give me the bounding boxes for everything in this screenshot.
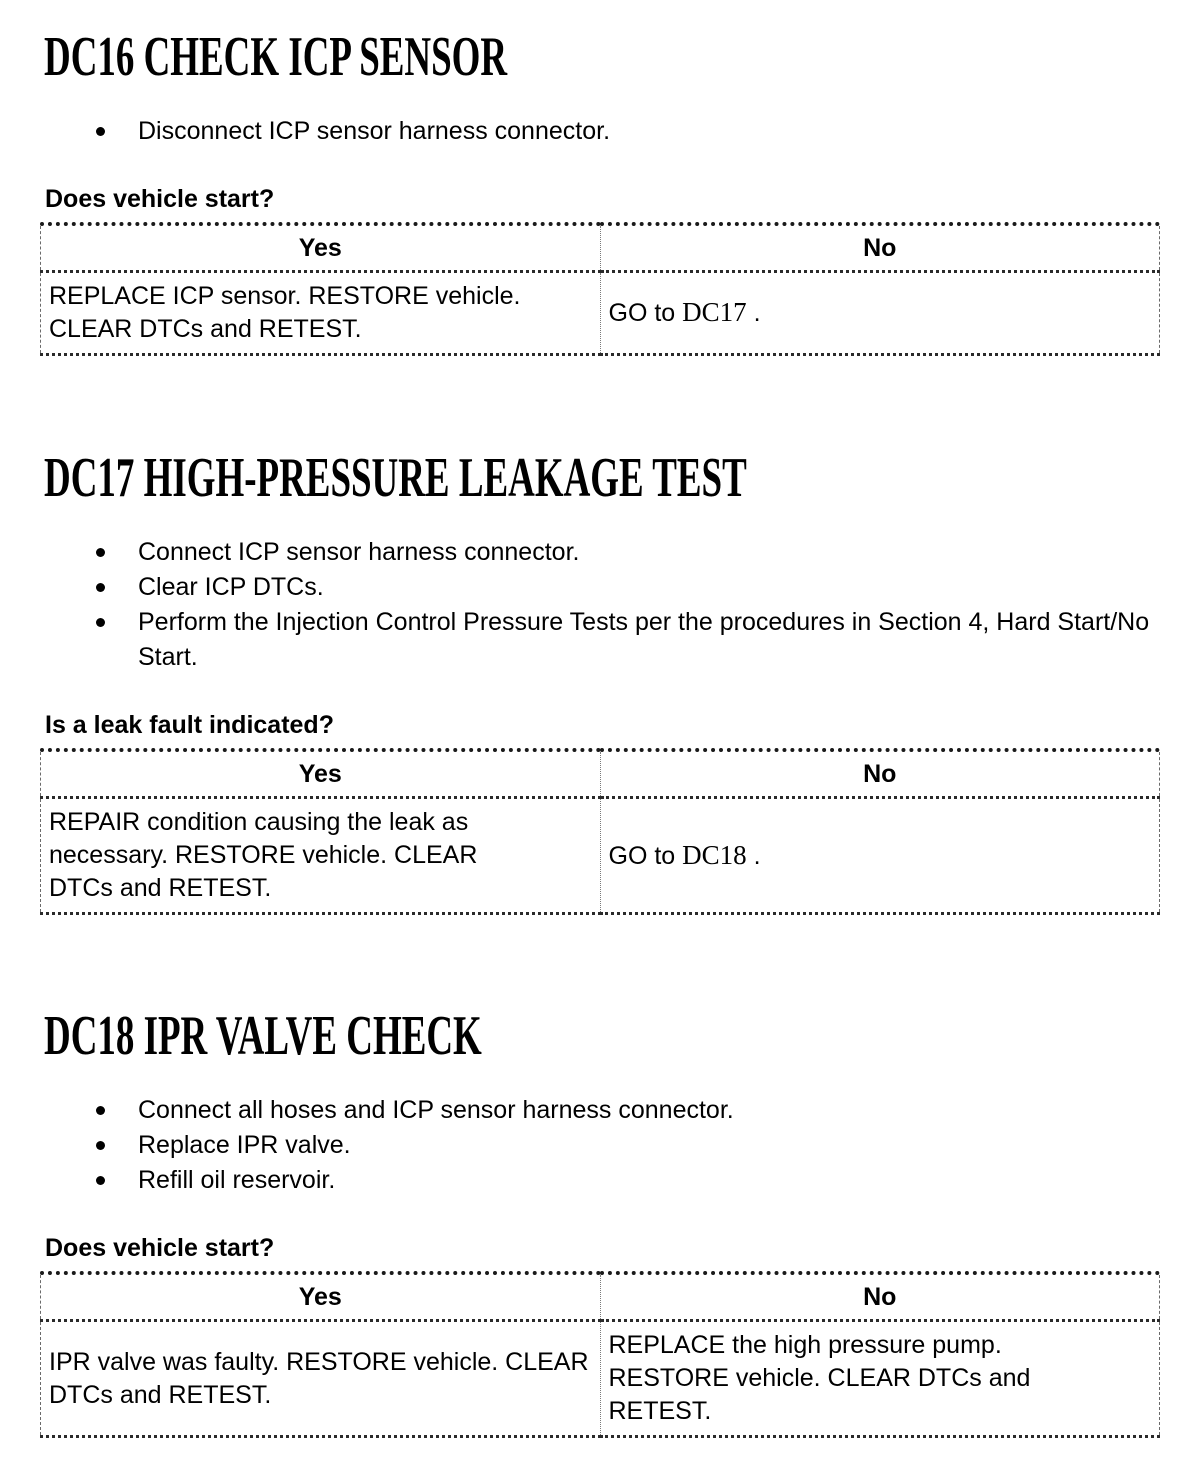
no-cell-text — [609, 839, 1150, 873]
dc17-reference-link[interactable]: DC17 — [682, 297, 747, 327]
table-row — [41, 272, 1160, 355]
no-cell-text: REPLACE the high pressure pump. RESTORE vehicle. CLEAR DTCs and RETEST. — [608, 1331, 1031, 1425]
step-item — [40, 1128, 1160, 1163]
table-header-row — [41, 1273, 1160, 1321]
manual-page — [0, 28, 1200, 1482]
yes-column-header: Yes — [41, 1273, 601, 1321]
decision-table — [40, 748, 1160, 915]
step-item — [40, 535, 1160, 570]
step-item — [40, 570, 1160, 605]
yes-cell-text: IPR valve was faulty. RESTORE vehicle. CLEAR DTCs and RETEST. — [49, 1347, 589, 1409]
section-heading: DC18 IPR VALVE CHECK — [44, 1005, 482, 1067]
no-cell — [600, 1321, 1160, 1437]
step-item — [40, 1093, 1160, 1128]
step-list — [40, 1093, 1160, 1198]
table-row — [41, 1321, 1160, 1437]
yes-cell — [41, 798, 601, 914]
go-to-suffix: . — [746, 841, 761, 870]
yes-column-header: Yes — [41, 750, 601, 798]
section-dc16 — [40, 28, 1160, 356]
question-label: Does vehicle start? — [45, 185, 275, 213]
step-list — [40, 114, 1160, 149]
step-item — [40, 1163, 1160, 1198]
yes-column-header: Yes — [41, 224, 601, 272]
section-dc18 — [40, 1007, 1160, 1438]
table-header-row — [41, 224, 1160, 272]
no-column-header: No — [600, 224, 1160, 272]
step-item — [40, 114, 1160, 149]
question-label: Does vehicle start? — [45, 1234, 275, 1262]
no-column-header: No — [600, 750, 1160, 798]
step-text: Clear ICP DTCs. — [138, 573, 324, 601]
table-row — [41, 798, 1160, 914]
step-item — [40, 605, 1160, 675]
go-to-prefix: GO to — [608, 841, 683, 870]
no-cell — [600, 272, 1160, 355]
table-header-row — [41, 750, 1160, 798]
step-text: Connect ICP sensor harness connector. — [138, 538, 580, 566]
no-cell-text — [609, 296, 1150, 330]
step-list — [40, 535, 1160, 675]
section-heading: DC17 HIGH-PRESSURE LEAKAGE TEST — [44, 447, 747, 509]
yes-cell-text: REPLACE ICP sensor. RESTORE vehicle. CLEAR DTCs and RETEST. — [49, 282, 521, 343]
step-text: Connect all hoses and ICP sensor harness connector. — [138, 1096, 734, 1124]
step-text: Refill oil reservoir. — [138, 1166, 336, 1194]
yes-cell — [41, 272, 601, 355]
no-cell — [600, 798, 1160, 914]
question-label: Is a leak fault indicated? — [45, 711, 334, 739]
no-column-header: No — [600, 1273, 1160, 1321]
section-dc17 — [40, 449, 1160, 915]
section-heading: DC16 CHECK ICP SENSOR — [44, 26, 508, 88]
yes-cell-text: REPAIR condition causing the leak as necessary. RESTORE vehicle. CLEAR DTCs and RETEST. — [49, 808, 478, 902]
decision-table — [40, 1271, 1160, 1438]
step-text: Perform the Injection Control Pressure Tests per the procedures in Section 4, Hard Start/No Start. — [138, 608, 1150, 671]
go-to-suffix: . — [746, 299, 761, 327]
go-to-prefix: GO to — [608, 299, 683, 327]
step-text: Disconnect ICP sensor harness connector. — [138, 117, 611, 145]
decision-table — [40, 222, 1160, 356]
dc18-reference-link[interactable]: DC18 — [682, 839, 747, 870]
step-text: Replace IPR valve. — [138, 1131, 351, 1159]
yes-cell — [41, 1321, 601, 1437]
